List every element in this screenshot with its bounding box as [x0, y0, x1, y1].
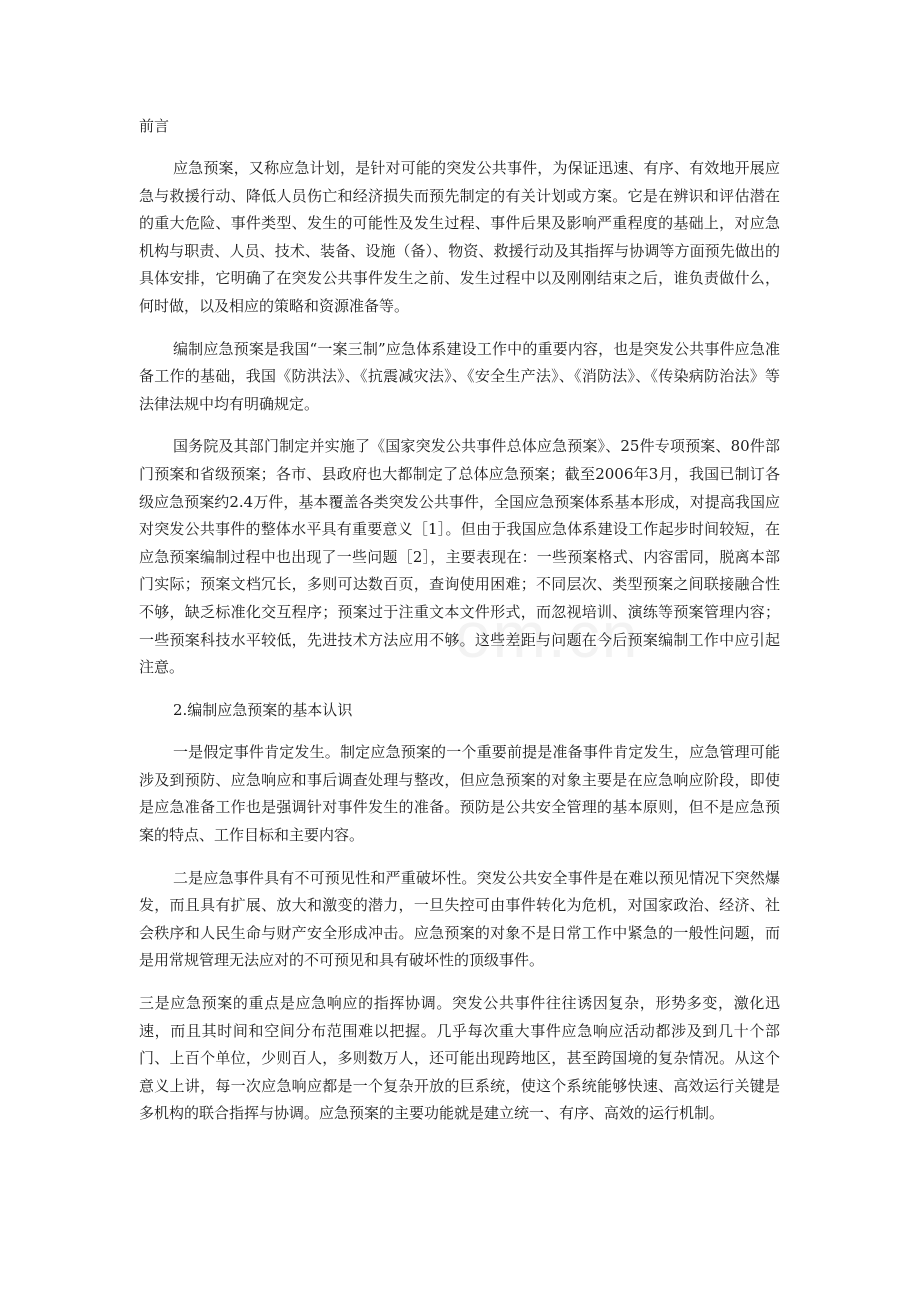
section-title: 2.编制应急预案的基本认识 [173, 700, 353, 719]
final-paragraph: 三是应急预案的重点是应急响应的指挥协调。突发公共事件往往诱因复杂，形势多变，激化迅速，而且其时间和空间分布范围难以把握。几乎每次重大事件应急响应活动都涉及到几十个部门、上百个单位，少则百人，多则数万人，还可能出现跨地区，甚至跨国境的复杂情况。从这个意义上讲，每一次应急响应都是一个复杂开放的巨系统，使这个系统能够快速、高效运行关键是多机构的联合指挥与协调。应急预案的主要功能就是建立统一、有序、高效的运行机制。 [139, 994, 780, 1123]
section-paragraph-1: 一是假定事件肯定发生。制定应急预案的一个重要前提是准备事件肯定发生，应急管理可能涉及到预防、应急响应和事后调查处理与整改，但应急预案的对象主要是在应急响应阶段，即使是应急准备工作也是强调针对事件发生的准备。预防是公共安全管理的基本原则，但不是应急预案的特点、工作目标和主要内容。 [139, 743, 780, 845]
intro-paragraph-1: 应急预案，又称应急计划，是针对可能的突发公共事件，为保证迅速、有序、有效地开展应急与救援行动、降低人员伤亡和经济损失而预先制定的有关计划或方案。它是在辨识和评估潜在的重大危险、事件类型、发生的可能性及发生过程、事件后果及影响严重程度的基础上，对应急机构与职责、人员、技术、装备、设施（备）、物资、救援行动及其指挥与协调等方面预先做出的具体安排，它明确了在突发公共事件发生之前、发生过程中以及刚刚结束之后，谁负责做什么，何时做，以及相应的策略和资源准备等。 [139, 159, 780, 315]
intro-paragraph-3: 国务院及其部门制定并实施了《国家突发公共事件总体应急预案》、25件专项预案、80件部门预案和省级预案；各市、县政府也大都制定了总体应急预案；截至2006年3月，我国已制订各级应急预案约2.4万件，基本覆盖各类突发公共事件，全国应急预案体系基本形成，对提高我国应对突发公共事件的整体水平具有重要意义［1］。但由于我国应急体系建设工作起步时间较短，在应急预案编制过程中也出现了一些问题［2］，主要表现在：一些预案格式、内容雷同，脱离本部门实际；预案文档冗长，多则可达数百页，查询使用困难；不同层次、类型预案之间联接融合性不够，缺乏标准化交互程序；预案过于注重文本文件形式，而忽视培训、演练等预案管理内容；一些预案科技水平较低，先进技术方法应用不够。这些差距与问题在今后预案编制工作中应引起注意。 [139, 437, 780, 677]
document-page [139, 112, 780, 1143]
section-paragraph-2: 二是应急事件具有不可预见性和严重破坏性。突发公共安全事件是在难以预见情况下突然爆发，而且具有扩展、放大和激变的潜力，一旦失控可由事件转化为危机，对国家政治、经济、社会秩序和人民生命与财产安全形成冲击。应急预案的对象不是日常工作中紧急的一般性问题，而是用常规管理无法应对的不可预见和具有破坏性的顶级事件。 [139, 868, 780, 970]
watermark: om.cn [455, 599, 640, 671]
intro-paragraph-2: 编制应急预案是我国“一案三制”应急体系建设工作中的重要内容，也是突发公共事件应急准备工作的基础，我国《防洪法》、《抗震减灾法》、《安全生产法》、《消防法》、《传染病防治法》等法律法规中均有明确规定。 [139, 339, 780, 413]
document-heading: 前言 [139, 117, 170, 135]
